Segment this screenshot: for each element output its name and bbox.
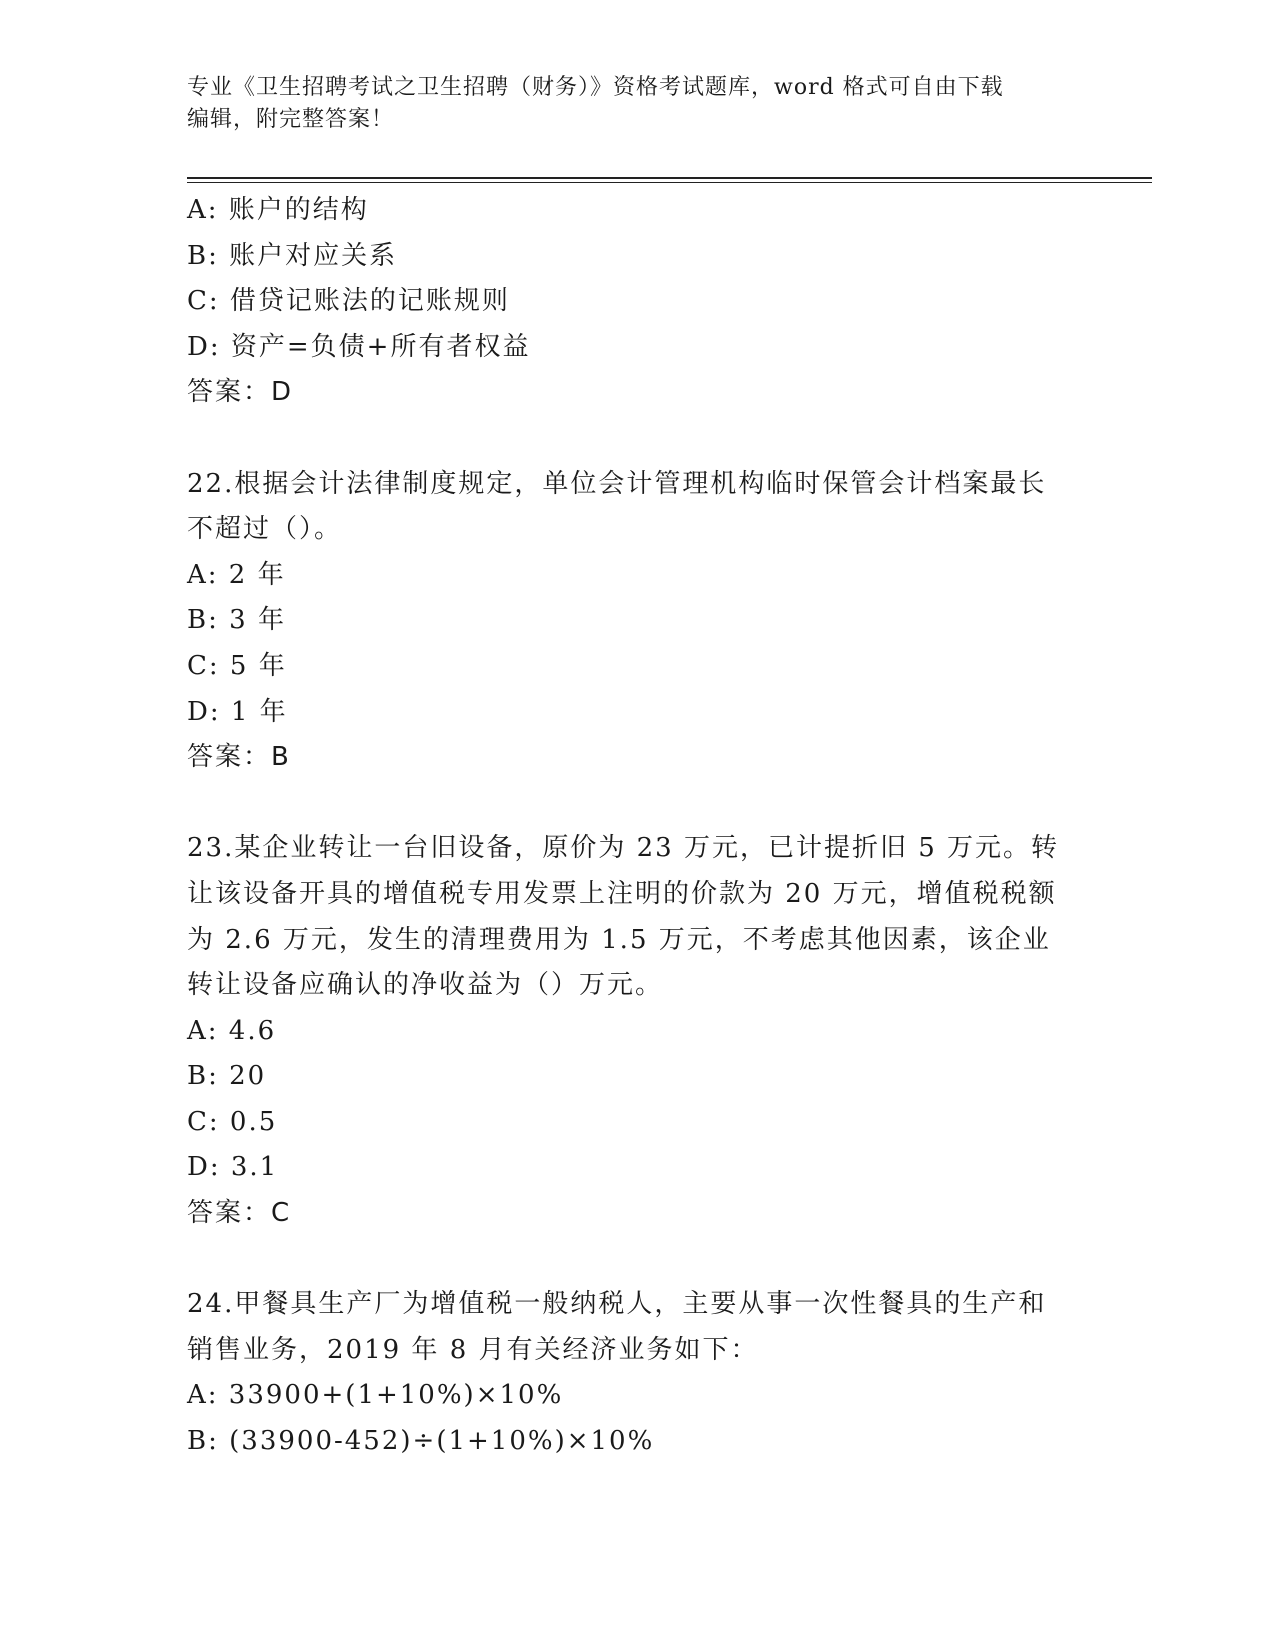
option-b: B: 20 — [187, 1061, 267, 1092]
spacer — [187, 416, 1087, 462]
question-stem-line: 销售业务，2019 年 8 月有关经济业务如下： — [187, 1334, 759, 1365]
question-22 — [187, 462, 1087, 781]
option-b: B: 账户对应关系 — [187, 240, 398, 271]
question-stem-line: 22.根据会计法律制度规定，单位会计管理机构临时保管会计档案最长 — [187, 468, 1047, 499]
question-stem-line: 不超过（）。 — [187, 514, 343, 545]
answer: 答案：C — [187, 1198, 292, 1229]
option-a: A: 2 年 — [187, 559, 286, 590]
spacer — [187, 1237, 1087, 1283]
header-line-1: 专业《卫生招聘考试之卫生招聘（财务）》资格考试题库，word 格式可自由下载 — [187, 75, 1004, 100]
question-stem-line: 23.某企业转让一台旧设备，原价为 23 万元，已计提折旧 5 万元。转 — [187, 833, 1060, 864]
option-c: C: 0.5 — [187, 1106, 278, 1137]
question-24 — [187, 1282, 1087, 1464]
header-rule-thin — [187, 182, 1152, 183]
option-b: B: (33900-452)÷(1+10%)×10% — [187, 1426, 655, 1457]
question-stem-line: 24.甲餐具生产厂为增值税一般纳税人，主要从事一次性餐具的生产和 — [187, 1289, 1047, 1320]
header-rule-thick — [187, 177, 1152, 179]
question-23 — [187, 826, 1087, 1236]
question-stem-line: 让该设备开具的增值税专用发票上注明的价款为 20 万元，增值税税额 — [187, 878, 1057, 909]
answer: 答案：B — [187, 742, 291, 773]
option-d: D: 1 年 — [187, 696, 288, 727]
option-d: D: 3.1 — [187, 1152, 279, 1183]
option-a: A: 33900+(1+10%)×10% — [187, 1380, 564, 1411]
option-b: B: 3 年 — [187, 605, 286, 636]
header-line-2: 编辑，附完整答案！ — [187, 107, 395, 132]
option-c: C: 借贷记账法的记账规则 — [187, 286, 510, 317]
spacer — [187, 781, 1087, 827]
option-c: C: 5 年 — [187, 650, 287, 681]
question-stem-line: 为 2.6 万元，发生的清理费用为 1.5 万元，不考虑其他因素，该企业 — [187, 924, 1051, 955]
question-content — [187, 188, 1087, 1465]
question-21 — [187, 188, 1087, 416]
option-a: A: 4.6 — [187, 1015, 277, 1046]
question-stem-line: 转让设备应确认的净收益为（）万元。 — [187, 970, 664, 1001]
answer: 答案：D — [187, 377, 294, 408]
document-header — [187, 72, 1087, 136]
option-a: A: 账户的结构 — [187, 195, 369, 225]
option-d: D: 资产=负债+所有者权益 — [187, 331, 531, 362]
